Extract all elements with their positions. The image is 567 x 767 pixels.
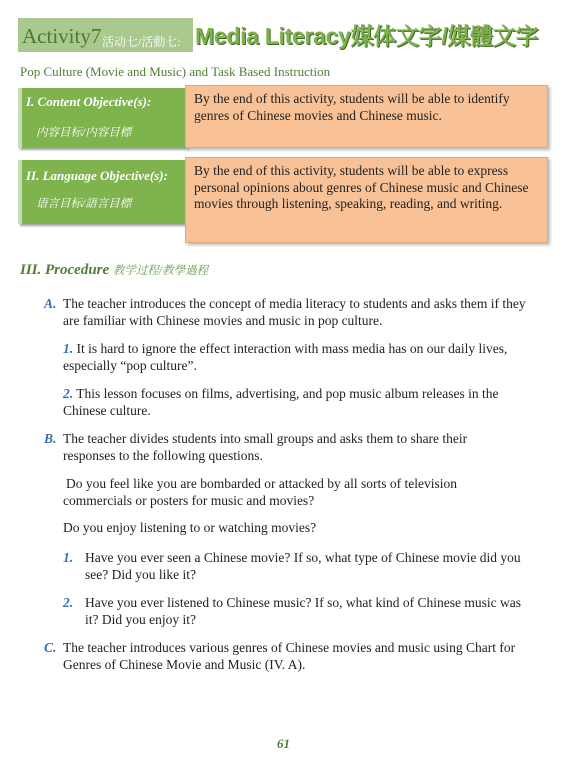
content-objective-title: I. Content Objective(s):	[26, 94, 152, 109]
step-a-point-2-text: This lesson focuses on films, advertising, and pop music album releases in the Chinese culture.	[63, 386, 499, 418]
procedure-heading	[20, 262, 208, 279]
step-b-question-1: Do you feel like you are bombarded or attacked by all sorts of television commercials or posters for music and movies?	[63, 476, 458, 508]
activity-chinese-label: 活动七/活動七:	[102, 35, 181, 49]
step-a-point-1-number: 1.	[63, 341, 74, 356]
procedure-heading-text: III. Procedure	[20, 262, 110, 278]
language-objective-label-box	[18, 160, 188, 224]
content-objective-label-box	[18, 88, 188, 148]
step-a-point-1-text: It is hard to ignore the effect interaction with mass media has on our daily lives, especially “pop culture”.	[63, 341, 508, 373]
procedure-heading-chinese: 教学过程/教學過程	[112, 265, 209, 277]
language-objective-text: By the end of this activity, students will be able to express personal opinions about genres of Chinese music and Chinese movies through listening, speaking, reading, and writing.	[185, 157, 548, 243]
language-objective-chinese: 语言目标/語言目標	[36, 198, 132, 210]
language-objective-title: II. Language Objective(s):	[26, 168, 168, 183]
step-a-marker: A.	[44, 296, 57, 311]
step-a-point-2-number: 2.	[63, 386, 74, 401]
step-a-point-1	[63, 341, 541, 374]
step-b-question-2: Do you enjoy listening to or watching movies?	[63, 520, 317, 535]
page-subtitle: Pop Culture (Movie and Music) and Task Based Instruction	[20, 64, 331, 79]
step-b-marker: B.	[44, 431, 57, 446]
content-objective-chinese: 内容目标/内容目標	[36, 127, 132, 139]
step-c-marker: C.	[44, 640, 57, 655]
step-a-text: The teacher introduces the concept of media literacy to students and asks them if they are familiar with Chinese movies and music in pop culture.	[63, 296, 526, 328]
step-b-item-1-number: 1.	[63, 550, 74, 565]
activity-label: Activity7	[22, 24, 102, 48]
step-b-item-2-text: Have you ever listened to Chinese music? If so, what kind of Chinese music was it? Did you enjoy it?	[85, 595, 522, 627]
step-c-text: The teacher introduces various genres of Chinese movies and music using Chart for Genres of Chinese Movie and Music (IV. A).	[63, 640, 516, 672]
page-number: 61	[277, 736, 290, 751]
step-b-text: The teacher divides students into small groups and asks them to share their responses to the following questions.	[63, 431, 468, 463]
step-b-item-2-number: 2.	[63, 595, 74, 610]
page-title: Media Literacy媒体文字/媒體文字	[195, 23, 539, 49]
step-a-point-2	[63, 386, 541, 419]
content-objective-text: By the end of this activity, students will be able to identify genres of Chinese movies and Chinese music.	[185, 85, 548, 148]
step-b-item-1-text: Have you ever seen a Chinese movie? If so, what type of Chinese movie did you see? Did you like it?	[85, 550, 521, 582]
